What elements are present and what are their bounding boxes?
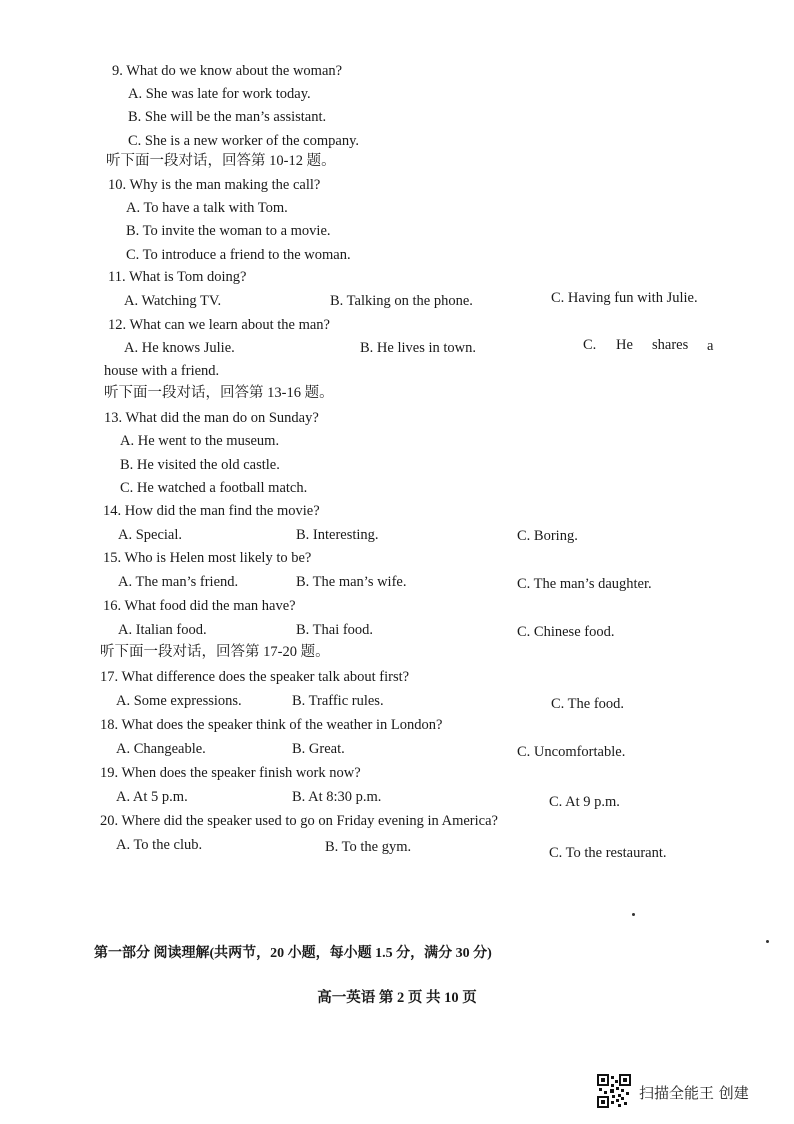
option-18c: C. Uncomfortable. bbox=[517, 744, 626, 760]
option-18b: B. Great. bbox=[292, 741, 345, 757]
option-15c: C. The man’s daughter. bbox=[517, 576, 652, 592]
question-17: 17. What difference does the speaker talk about first? bbox=[100, 669, 410, 685]
option-14a: A. Special. bbox=[118, 527, 183, 543]
option-19c: C. At 9 p.m. bbox=[549, 794, 620, 810]
option-16b: B. Thai food. bbox=[296, 622, 374, 638]
option-16a: A. Italian food. bbox=[118, 622, 207, 638]
watermark-text: 扫描全能王 创建 bbox=[639, 1084, 749, 1102]
option-13b: B. He visited the old castle. bbox=[120, 457, 280, 473]
scanner-watermark bbox=[597, 1074, 777, 1112]
question-18: 18. What does the speaker think of the weather in London? bbox=[100, 717, 443, 733]
option-20c: C. To the restaurant. bbox=[549, 845, 667, 861]
option-12c-word-3: a bbox=[707, 338, 714, 354]
option-10a: A. To have a talk with Tom. bbox=[126, 200, 288, 216]
option-19b: B. At 8:30 p.m. bbox=[292, 789, 382, 805]
scan-speck bbox=[632, 913, 635, 916]
question-12: 12. What can we learn about the man? bbox=[108, 317, 330, 333]
option-11c: C. Having fun with Julie. bbox=[551, 290, 698, 306]
option-18a: A. Changeable. bbox=[116, 741, 206, 757]
instruction-10-12: 听下面一段对话，回答第 10-12 题。 bbox=[106, 153, 336, 169]
option-19a: A. At 5 p.m. bbox=[116, 789, 188, 805]
option-13c: C. He watched a football match. bbox=[120, 480, 308, 496]
option-11a: A. Watching TV. bbox=[124, 293, 222, 309]
question-16: 16. What food did the man have? bbox=[103, 598, 296, 614]
option-12c-letter: C. bbox=[583, 337, 597, 353]
instruction-17-20: 听下面一段对话，回答第 17-20 题。 bbox=[100, 644, 330, 660]
option-20b: B. To the gym. bbox=[325, 839, 412, 855]
scan-speck bbox=[766, 940, 769, 943]
option-12c-word-2: shares bbox=[652, 337, 689, 353]
qr-code-icon bbox=[597, 1074, 631, 1108]
option-16c: C. Chinese food. bbox=[517, 624, 615, 640]
option-9c: C. She is a new worker of the company. bbox=[128, 133, 360, 149]
option-13a: A. He went to the museum. bbox=[120, 433, 280, 449]
option-9b: B. She will be the man’s assistant. bbox=[128, 109, 327, 125]
option-12c-word-1: He bbox=[616, 337, 633, 353]
question-19: 19. When does the speaker finish work now? bbox=[100, 765, 361, 781]
instruction-13-16: 听下面一段对话，回答第 13-16 题。 bbox=[104, 385, 334, 401]
option-17a: A. Some expressions. bbox=[116, 693, 242, 709]
page-footer: 高一英语 第 2 页 共 10 页 bbox=[317, 990, 477, 1006]
question-14: 14. How did the man find the movie? bbox=[103, 503, 320, 519]
question-11: 11. What is Tom doing? bbox=[108, 269, 247, 285]
option-17b: B. Traffic rules. bbox=[292, 693, 384, 709]
option-12b: B. He lives in town. bbox=[360, 340, 476, 356]
section-heading: 第一部分 阅读理解(共两节，20 小题，每小题 1.5 分，满分 30 分) bbox=[94, 946, 492, 961]
option-11b: B. Talking on the phone. bbox=[330, 293, 473, 309]
option-12c-continued: house with a friend. bbox=[104, 363, 220, 379]
option-17c: C. The food. bbox=[551, 696, 625, 712]
option-10b: B. To invite the woman to a movie. bbox=[126, 223, 331, 239]
question-15: 15. Who is Helen most likely to be? bbox=[103, 550, 312, 566]
option-10c: C. To introduce a friend to the woman. bbox=[126, 247, 351, 263]
option-14b: B. Interesting. bbox=[296, 527, 379, 543]
option-9a: A. She was late for work today. bbox=[128, 86, 311, 102]
option-15b: B. The man’s wife. bbox=[296, 574, 407, 590]
option-14c: C. Boring. bbox=[517, 528, 578, 544]
question-13: 13. What did the man do on Sunday? bbox=[104, 410, 319, 426]
option-20a: A. To the club. bbox=[116, 837, 203, 853]
question-10: 10. Why is the man making the call? bbox=[108, 177, 321, 193]
option-12a: A. He knows Julie. bbox=[124, 340, 235, 356]
question-20: 20. Where did the speaker used to go on Friday evening in America? bbox=[100, 813, 498, 829]
question-9: 9. What do we know about the woman? bbox=[112, 63, 343, 79]
option-15a: A. The man’s friend. bbox=[118, 574, 239, 590]
